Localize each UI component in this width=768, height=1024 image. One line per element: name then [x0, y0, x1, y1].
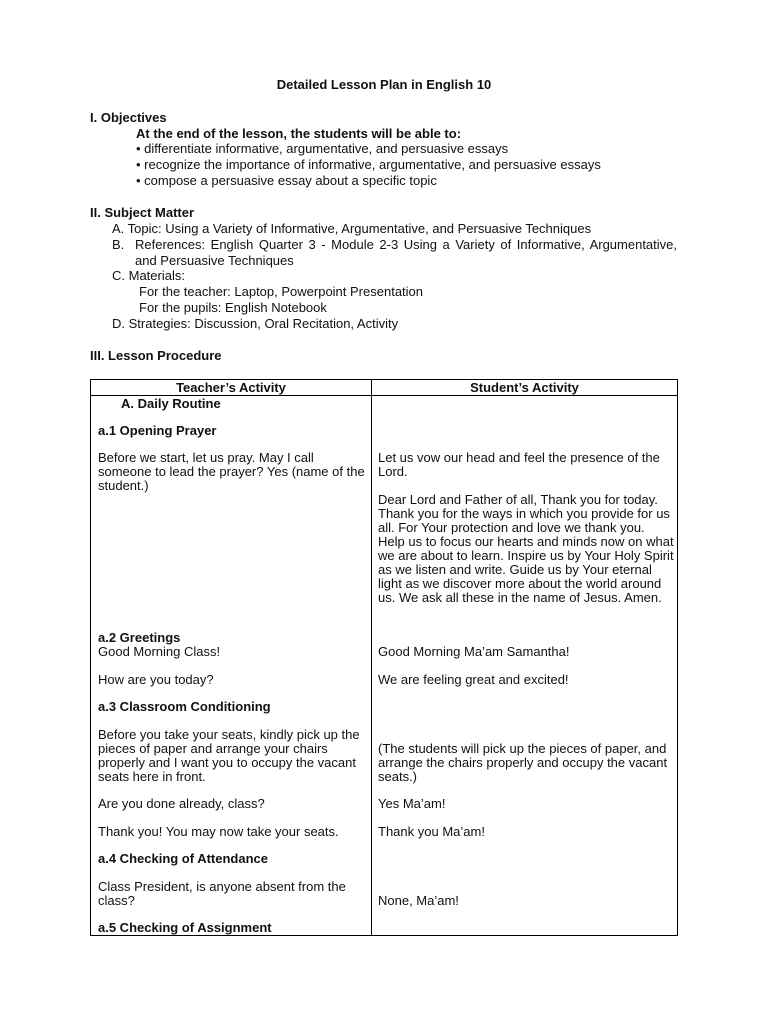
attendance-heading: a.4 Checking of Attendance [98, 851, 268, 866]
activity-table [90, 379, 678, 936]
student-prayer-intro: Let us vow our head and feel the presence of the Lord. [378, 450, 660, 479]
materials-teacher: For the teacher: Laptop, Powerpoint Presentation [139, 284, 424, 299]
student-done-response: Yes Ma’am! [378, 796, 446, 811]
student-absent-response: None, Ma’am! [378, 893, 459, 908]
teacher-thanks: Thank you! You may now take your seats. [98, 824, 339, 839]
opening-prayer-heading: a.1 Opening Prayer [98, 423, 217, 438]
greetings-heading: a.2 Greetings [98, 630, 181, 645]
teacher-done-question: Are you done already, class? [98, 796, 265, 811]
daily-routine-heading: A. Daily Routine [121, 396, 221, 411]
student-column-header: Student’s Activity [470, 380, 579, 395]
document-title: Detailed Lesson Plan in English 10 [276, 77, 492, 92]
student-how-response: We are feeling great and excited! [378, 672, 569, 687]
teacher-greeting: Good Morning Class! [98, 644, 221, 659]
objective-item: • differentiate informative, argumentative, and persuasive essays [136, 141, 509, 156]
subject-matter-heading: II. Subject Matter [90, 205, 195, 220]
teacher-conditioning-text: Before you take your seats, kindly pick up the pieces of paper and arrange your chairs properly and I want you to occupy the vacant seats here in front. [98, 727, 360, 784]
teacher-absent-question: Class President, is anyone absent from the class? [98, 879, 346, 908]
teacher-prayer-text: Before we start, let us pray. May I call someone to lead the prayer? Yes (name of the student.) [98, 450, 365, 493]
subject-topic: A. Topic: Using a Variety of Informative, Argumentative, and Persuasive Techniques [112, 221, 592, 236]
subject-materials: C. Materials: [112, 268, 185, 283]
teacher-how-are-you: How are you today? [98, 672, 214, 687]
objective-item: • compose a persuasive essay about a specific topic [136, 173, 437, 188]
student-greeting: Good Morning Ma’am Samantha! [378, 644, 570, 659]
objectives-lead: At the end of the lesson, the students will be able to: [136, 126, 462, 141]
teacher-column-header: Teacher’s Activity [176, 380, 286, 395]
assignment-heading: a.5 Checking of Assignment [98, 920, 272, 935]
objectives-heading: I. Objectives [90, 110, 167, 125]
classroom-conditioning-heading: a.3 Classroom Conditioning [98, 699, 271, 714]
procedure-heading: III. Lesson Procedure [90, 348, 222, 363]
subject-strategies: D. Strategies: Discussion, Oral Recitation, Activity [112, 316, 399, 331]
student-conditioning-response: (The students will pick up the pieces of paper, and arrange the chairs properly and occupy the vacant seats.) [378, 741, 668, 784]
column-divider [371, 380, 372, 935]
objective-item: • recognize the importance of informative, argumentative, and persuasive essays [136, 157, 601, 172]
subject-references: References: English Quarter 3 - Module 2-3 Using a Variety of Informative, Argumentative, and Persuasive Techniques [135, 237, 677, 268]
student-thanks-response: Thank you Ma’am! [378, 824, 485, 839]
student-prayer-text: Dear Lord and Father of all, Thank you for today. Thank you for the ways in which you provide for us all. For Your protection and love we thank you. Help us to focus our hearts and minds now on what we are about to learn. Inspire us by Your Holy Spirit as we listen and write. Guide us by Your eternal light as we discover more about the world around us. We ask all these in the name of Jesus. Amen. [378, 492, 674, 605]
subject-references-label: B. [112, 237, 125, 252]
materials-pupils: For the pupils: English Notebook [139, 300, 327, 315]
